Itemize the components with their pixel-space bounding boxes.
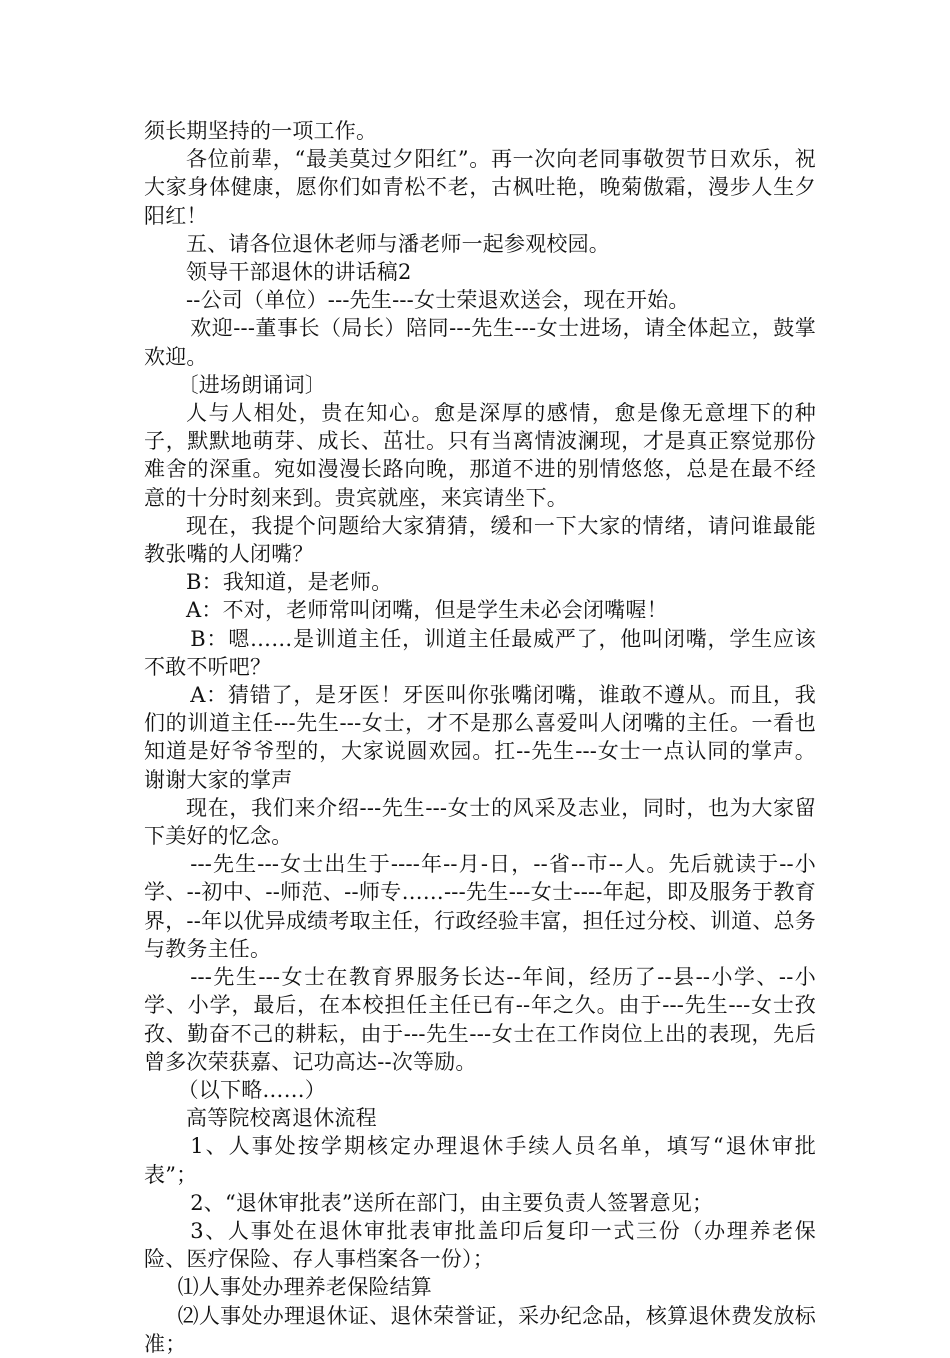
paragraph-biography: ---先生---女士出生于----年--月-日，--省--市--人。先后就读于--小学、--初中、--师范、--师专……---先生---女士----年起，即及服务于教育界，--年以优异成绩考取主任，行政经验丰富，担任过分校、训道、总务与教务主任。: [144, 852, 816, 961]
paragraph-career: ---先生---女士在教育界服务长达--年间，经历了--县--小学、--小学、小学，最后，在本校担任主任已有--年之久。由于---先生---女士孜孜、勤奋不己的耕耘，由于---先生---女士在工作岗位上出的表现，先后曾多次荣获嘉、记功高达--次等励。: [144, 965, 816, 1074]
paragraph-recitation-title: 〔进场朗诵词〕: [177, 372, 326, 397]
process-substep-1: ⑴人事处办理养老保险结算: [177, 1275, 432, 1300]
paragraph-welcome: 欢迎---董事长（局长）陪同---先生---女士进场，请全体起立，鼓掌欢迎。: [144, 316, 816, 369]
process-step-3: 3、人事处在退休审批表审批盖印后复印一式三份（办理养老保险、医疗保险、存人事档案各一份）；: [144, 1218, 816, 1272]
paragraph-omitted: （以下略……）: [177, 1077, 326, 1102]
dialogue-line-b1: B：我知道，是老师。: [186, 570, 393, 595]
process-step-1: 1、人事处按学期核定办理退休手续人员名单，填写“退休审批表”；: [144, 1134, 816, 1187]
section-heading-retirement-process: 高等院校离退休流程: [186, 1106, 377, 1131]
dialogue-line-a2: A：猜错了，是牙医！牙医叫你张嘴闭嘴，谁敢不遵从。而且，我们的训道主任---先生---女士，才不是那么喜爱叫人闭嘴的主任。一看也知道是好爷爷型的，大家说圆欢园。扛--先生---女士一点认同的掌声。谢谢大家的掌声: [144, 683, 816, 792]
paragraph-question: 现在，我提个问题给大家猜猜，缓和一下大家的情绪，请问谁最能教张嘴的人闭嘴？: [144, 513, 816, 567]
dialogue-line-a1: A：不对，老师常叫闭嘴，但是学生未必会闭嘴喔！: [186, 598, 668, 623]
process-substep-2: ⑵人事处办理退休证、退休荣誉证，采办纪念品，核算退休费发放标准；: [144, 1303, 816, 1356]
paragraph-continuation: 须长期坚持的一项工作。: [144, 119, 378, 143]
process-step-2: 2、“退休审批表”送所在部门，由主要负责人签署意见；: [190, 1190, 714, 1215]
document-body: [144, 117, 816, 1358]
dialogue-line-b2: B：嗯……是训道主任，训道主任最威严了，他叫闭嘴，学生应该不敢不听吧？: [144, 626, 816, 679]
section-heading-speech-2: 领导干部退休的讲话稿2: [186, 260, 412, 285]
paragraph-recitation: 人与人相处，贵在知心。愈是深厚的感情，愈是像无意埋下的种子，默默地萌芽、成长、茁壮。只有当离情波澜现，才是真正察觉那份难舍的深重。宛如漫漫长路向晚，那道不进的别情悠悠，总是在最不经意的十分时刻来到。贵宾就座，来宾请坐下。: [144, 401, 816, 510]
paragraph-opening: --公司（单位）---先生---女士荣退欢送会，现在开始。: [186, 288, 690, 313]
paragraph-introduction: 现在，我们来介绍---先生---女士的风采及志业，同时，也为大家留下美好的忆念。: [144, 795, 816, 849]
paragraph-campus-visit: 五、请各位退休老师与潘老师一起参观校园。: [186, 231, 610, 256]
paragraph-blessing: 各位前辈，“最美莫过夕阳红”。再一次向老同事敬贺节日欢乐，祝大家身体健康，愿你们如青松不老，古枫吐艳，晚菊傲霜，漫步人生夕阳红！: [144, 147, 816, 228]
